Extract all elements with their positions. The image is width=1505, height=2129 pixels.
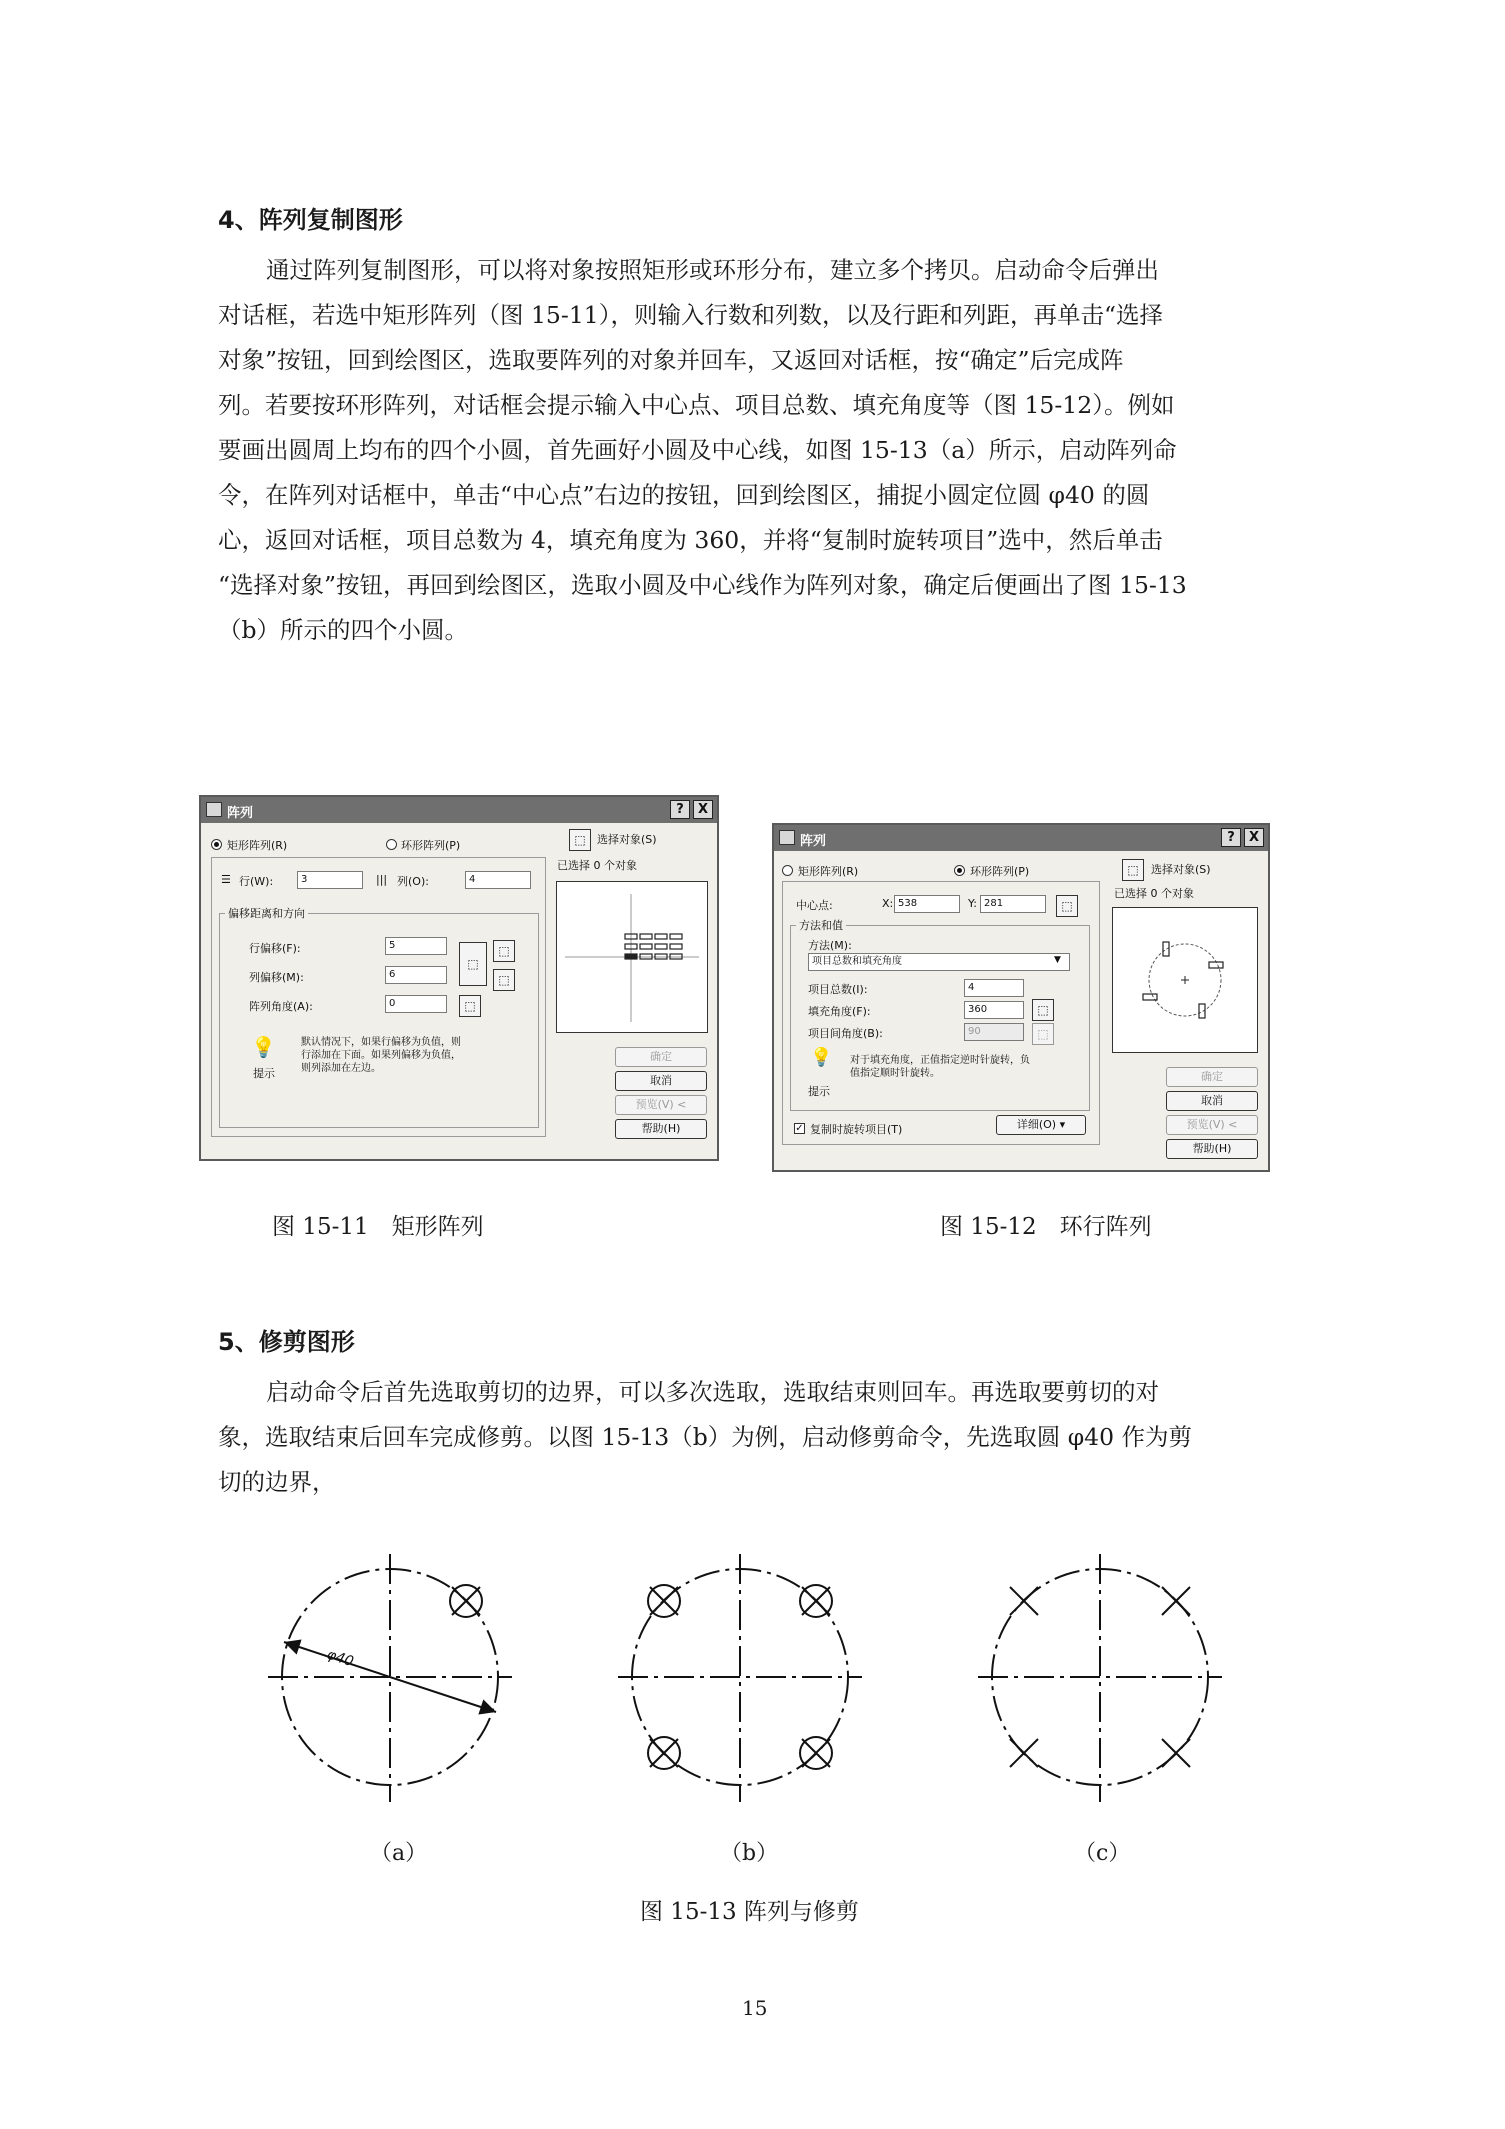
paragraph-line: 通过阵列复制图形，可以将对象按照矩形或环形分布，建立多个拷贝。启动命令后弹出 — [266, 256, 1159, 284]
cols-input[interactable]: 4 — [465, 871, 531, 889]
rows-input[interactable]: 3 — [297, 871, 363, 889]
polar-array-radio[interactable] — [954, 865, 965, 876]
paragraph-line: 心，返回对话框，项目总数为 4，填充角度为 360，并将“复制时旋转项目”选中，然后单击 — [218, 526, 1163, 554]
help-title-button[interactable]: ? — [670, 800, 690, 819]
angle-between-label: 项目间角度(B): — [808, 1027, 883, 1040]
paragraph-line: 对象”按钮，回到绘图区，选取要阵列的对象并回车，又返回对话框，按“确定”后完成阵 — [218, 346, 1124, 374]
diameter-dimension-label: φ40 — [324, 1646, 356, 1671]
chevron-down-icon[interactable]: ▼ — [1054, 955, 1061, 965]
polar-array-radio-label: 环形阵列(P) — [970, 865, 1030, 878]
ok-button[interactable]: 确定 — [1166, 1067, 1258, 1087]
app-icon — [206, 802, 222, 817]
subfigure-c-caption: （c） — [1074, 1841, 1131, 1866]
rect-array-radio[interactable] — [211, 839, 222, 850]
col-offset-label: 列偏移(M): — [249, 971, 304, 984]
rows-icon: ☰ — [221, 873, 231, 886]
angle-between-input[interactable]: 90 — [964, 1023, 1024, 1041]
rect-array-dialog — [199, 795, 719, 1161]
figure-15-13-caption: 图 15-13 阵列与修剪 — [640, 1899, 859, 1925]
lightbulb-icon: 💡 — [810, 1047, 833, 1068]
array-preview-box — [556, 881, 708, 1033]
select-objects-label[interactable]: 选择对象(S) — [1151, 863, 1211, 876]
angle-input[interactable]: 0 — [385, 995, 447, 1013]
center-x-input[interactable]: 538 — [894, 895, 960, 913]
paragraph-line: 象，选取结束后回车完成修剪。以图 15-13（b）为例，启动修剪命令，先选取圆 φ40 作为剪 — [218, 1423, 1193, 1451]
select-objects-label[interactable]: 选择对象(S) — [597, 833, 657, 846]
polar-array-dialog — [772, 823, 1270, 1172]
method-select[interactable]: 项目总数和填充角度 — [808, 953, 1070, 971]
center-y-label: Y: — [968, 897, 977, 910]
total-items-input[interactable]: 4 — [964, 979, 1024, 997]
figure-15-12-caption: 图 15-12 环行阵列 — [940, 1214, 1152, 1240]
ok-button[interactable]: 确定 — [615, 1047, 707, 1067]
rows-label: 行(W): — [239, 875, 274, 888]
tip-text: 对于填充角度，正值指定逆时针旋转，负 — [850, 1055, 1030, 1066]
dialog-title: 阵列 — [227, 806, 254, 821]
paragraph-line: 列。若要按环形阵列，对话框会提示输入中心点、项目总数、填充角度等（图 15-12）。例如 — [218, 391, 1175, 419]
pick-both-offsets-icon[interactable]: ⬚ — [459, 942, 487, 986]
drawing-c — [978, 1554, 1222, 1802]
rotate-items-label: 复制时旋转项目(T) — [810, 1123, 903, 1136]
array-preview-graphic — [1113, 908, 1257, 1052]
polar-array-radio-label: 环形阵列(P) — [401, 839, 461, 852]
row-offset-label: 行偏移(F): — [249, 942, 301, 955]
fill-angle-input[interactable]: 360 — [964, 1001, 1024, 1019]
array-preview-box — [1112, 907, 1258, 1053]
tip-text: 值指定顺时针旋转。 — [850, 1068, 940, 1079]
total-items-label: 项目总数(I): — [808, 983, 868, 996]
rotate-items-checkbox[interactable]: ✓ — [795, 1123, 804, 1134]
figure-15-11-caption: 图 15-11 矩形阵列 — [272, 1214, 484, 1240]
page-number: 15 — [742, 1996, 768, 2020]
tip-text: 默认情况下，如果行偏移为负值，则 — [301, 1037, 461, 1048]
close-title-button[interactable]: X — [1244, 828, 1264, 847]
help-button[interactable]: 帮助(H) — [615, 1119, 707, 1139]
pick-row-offset-icon[interactable]: ⬚ — [493, 940, 515, 962]
paragraph-line: 对话框，若选中矩形阵列（图 15-11），则输入行数和列数，以及行距和列距，再单击“选择 — [218, 301, 1163, 329]
fill-angle-label: 填充角度(F): — [808, 1005, 871, 1018]
subfigure-b-caption: （b） — [720, 1841, 779, 1866]
section-5-paragraph — [218, 1370, 1298, 1505]
lightbulb-icon: 💡 — [251, 1035, 276, 1059]
rect-array-radio-label: 矩形阵列(R) — [798, 865, 859, 878]
section-4-paragraph — [218, 248, 1298, 653]
drawing-a — [268, 1554, 512, 1802]
center-point-label: 中心点: — [796, 899, 833, 912]
drawing-b — [618, 1554, 862, 1802]
row-offset-input[interactable]: 5 — [385, 937, 447, 955]
section-5-heading: 5、修剪图形 — [218, 1328, 355, 1356]
dialog-title: 阵列 — [800, 834, 827, 849]
paragraph-line: 切的边界， — [218, 1468, 336, 1496]
array-preview-graphic — [557, 882, 707, 1032]
pick-angle-icon[interactable]: ⬚ — [459, 995, 481, 1017]
details-button[interactable]: 详细(O) ▾ — [996, 1115, 1086, 1135]
paragraph-line: 令，在阵列对话框中，单击“中心点”右边的按钮，回到绘图区，捕捉小圆定位圆 φ40 的圆 — [218, 481, 1150, 509]
tip-text: 行添加在下面。如果列偏移为负值， — [301, 1050, 461, 1061]
selected-count: 已选择 0 个对象 — [1114, 887, 1194, 900]
tip-text: 则列添加在左边。 — [301, 1063, 381, 1074]
paragraph-line: 要画出圆周上均布的四个小圆，首先画好小圆及中心线，如图 15-13（a）所示，启动阵列命 — [218, 436, 1177, 464]
tip-label: 提示 — [808, 1085, 830, 1098]
paragraph-line: “选择对象”按钮，再回到绘图区，选取小圆及中心线作为阵列对象，确定后便画出了图 15-13 — [218, 571, 1187, 599]
rect-array-radio[interactable] — [782, 865, 793, 876]
help-title-button[interactable]: ? — [1221, 828, 1241, 847]
paragraph-line: （b）所示的四个小圆。 — [218, 616, 469, 644]
cols-label: 列(O): — [397, 875, 429, 888]
app-icon — [779, 830, 795, 845]
cols-icon: ||| — [376, 873, 388, 886]
pick-angle-between-icon[interactable]: ⬚ — [1032, 1023, 1054, 1045]
dialog-titlebar — [774, 825, 1268, 851]
selected-count: 已选择 0 个对象 — [557, 859, 637, 872]
subfigure-a-caption: （a） — [370, 1841, 428, 1866]
select-objects-pick-icon[interactable]: ⬚ — [569, 829, 591, 851]
select-objects-pick-icon[interactable]: ⬚ — [1122, 859, 1144, 881]
cancel-button[interactable]: 取消 — [615, 1071, 707, 1091]
section-4-heading: 4、阵列复制图形 — [218, 206, 403, 234]
preview-button[interactable]: 预览(V) < — [615, 1095, 707, 1115]
cancel-button[interactable]: 取消 — [1166, 1091, 1258, 1111]
col-offset-input[interactable]: 6 — [385, 966, 447, 984]
paragraph-line: 启动命令后首先选取剪切的边界，可以多次选取，选取结束则回车。再选取要剪切的对 — [266, 1378, 1159, 1406]
dialog-titlebar — [201, 797, 717, 823]
angle-label: 阵列角度(A): — [249, 1000, 313, 1013]
offset-group-title: 偏移距离和方向 — [225, 905, 308, 921]
pick-fill-angle-icon[interactable]: ⬚ — [1032, 999, 1054, 1021]
figure-15-13-drawings — [240, 1532, 1280, 1832]
method-label: 方法(M): — [808, 939, 852, 952]
polar-array-radio[interactable] — [386, 839, 397, 850]
center-y-input[interactable]: 281 — [980, 895, 1046, 913]
pick-center-point-icon[interactable]: ⬚ — [1056, 895, 1078, 917]
close-title-button[interactable]: X — [693, 800, 713, 819]
center-x-label: X: — [882, 897, 894, 910]
rect-array-radio-label: 矩形阵列(R) — [227, 839, 288, 852]
pick-col-offset-icon[interactable]: ⬚ — [493, 969, 515, 991]
tip-label: 提示 — [253, 1067, 275, 1080]
help-button[interactable]: 帮助(H) — [1166, 1139, 1258, 1159]
preview-button[interactable]: 预览(V) < — [1166, 1115, 1258, 1135]
method-group-title: 方法和值 — [796, 917, 846, 933]
